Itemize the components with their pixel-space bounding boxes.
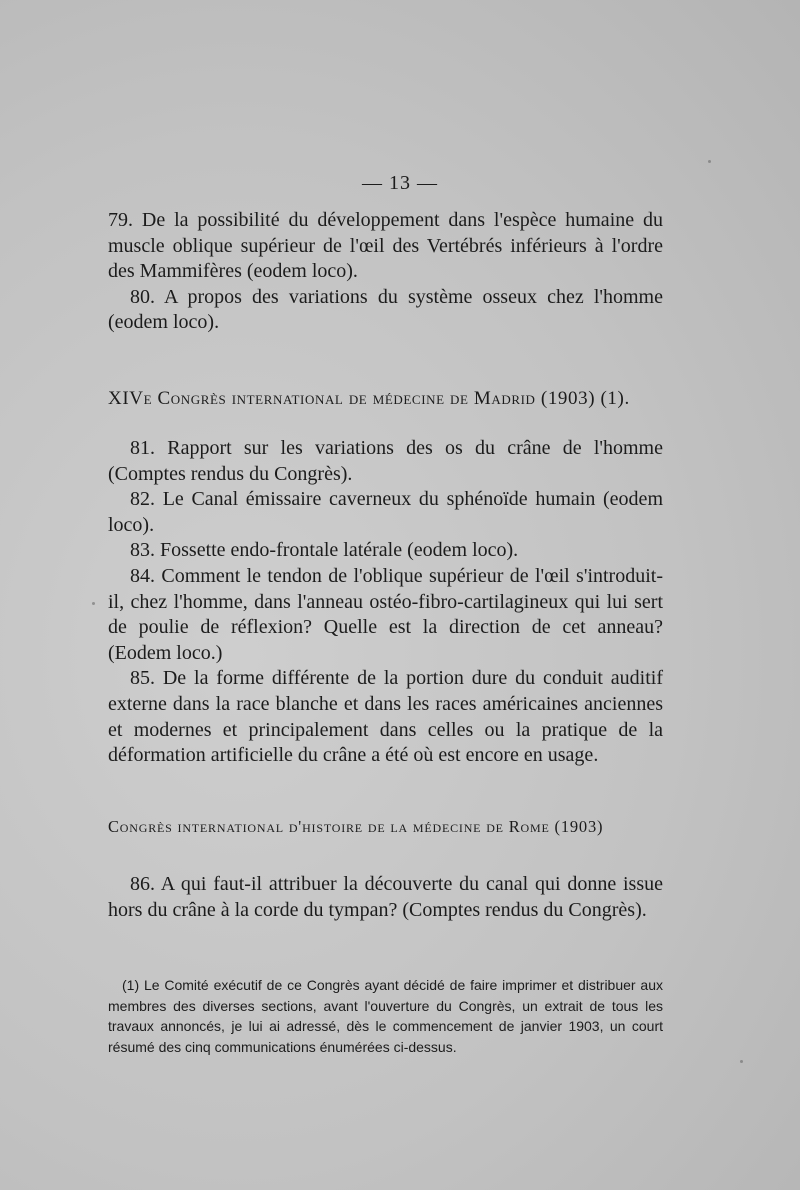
paper-speck: [708, 160, 711, 163]
section-heading-madrid: XIVe Congrès international de médecine de Madrid (1903) (1).: [108, 388, 630, 409]
list-item: 83. Fossette endo-frontale latérale (eodem loco).: [130, 539, 519, 562]
list-item: 82. Le Canal émissaire caverneux du sphénoïde humain (eodem loco).: [108, 488, 663, 536]
list-item: 84. Comment le tendon de l'oblique supérieur de l'œil s'introduit-il, chez l'homme, dans l'anneau ostéo-fibro-cartilagineux qui lui sert de poulie de réflexion? Quelle est la direction de cet anneau? (Eodem loco.): [108, 564, 663, 664]
page-number: — 13 —: [362, 172, 438, 194]
list-item: 86. A qui faut-il attribuer la découverte du canal qui donne issue hors du crâne à la corde du tympan? (Comptes rendus du Congrès).: [108, 873, 663, 921]
publications-list-rome: [108, 872, 663, 923]
list-item: 81. Rapport sur les variations des os du crâne de l'homme (Comptes rendus du Congrès).: [108, 437, 663, 485]
publications-list-madrid: [108, 436, 663, 769]
list-item: 85. De la forme différente de la portion dure du conduit auditif externe dans la race blanche et dans les races américaines anciennes et modernes et principalement dans celles ou la pratique de la déformation artificielle du crâne a été où est encore en usage.: [108, 667, 663, 767]
footnote: [108, 975, 663, 1057]
paper-speck: [740, 1060, 743, 1063]
list-item: 80. A propos des variations du système osseux chez l'homme (eodem loco).: [108, 285, 663, 334]
list-item: 79. De la possibilité du développement dans l'espèce humaine du muscle oblique supérieur de l'œil des Vertébrés inférieurs à l'ordre des Mammifères (eodem loco).: [108, 209, 663, 283]
section-heading-rome: Congrès international d'histoire de la médecine de Rome (1903): [108, 817, 604, 836]
footnote-text: (1) Le Comité exécutif de ce Congrès ayant décidé de faire imprimer et distribuer aux membres des diverses sections, avant l'ouverture du Congrès, un extrait de tous les travaux annoncés, je lui ai adressé, dès le commencement de janvier 1903, un court résumé des cinq communications énumérées ci-dessus.: [108, 977, 663, 1055]
publications-list-top: [108, 208, 663, 336]
paper-speck: [92, 602, 95, 605]
